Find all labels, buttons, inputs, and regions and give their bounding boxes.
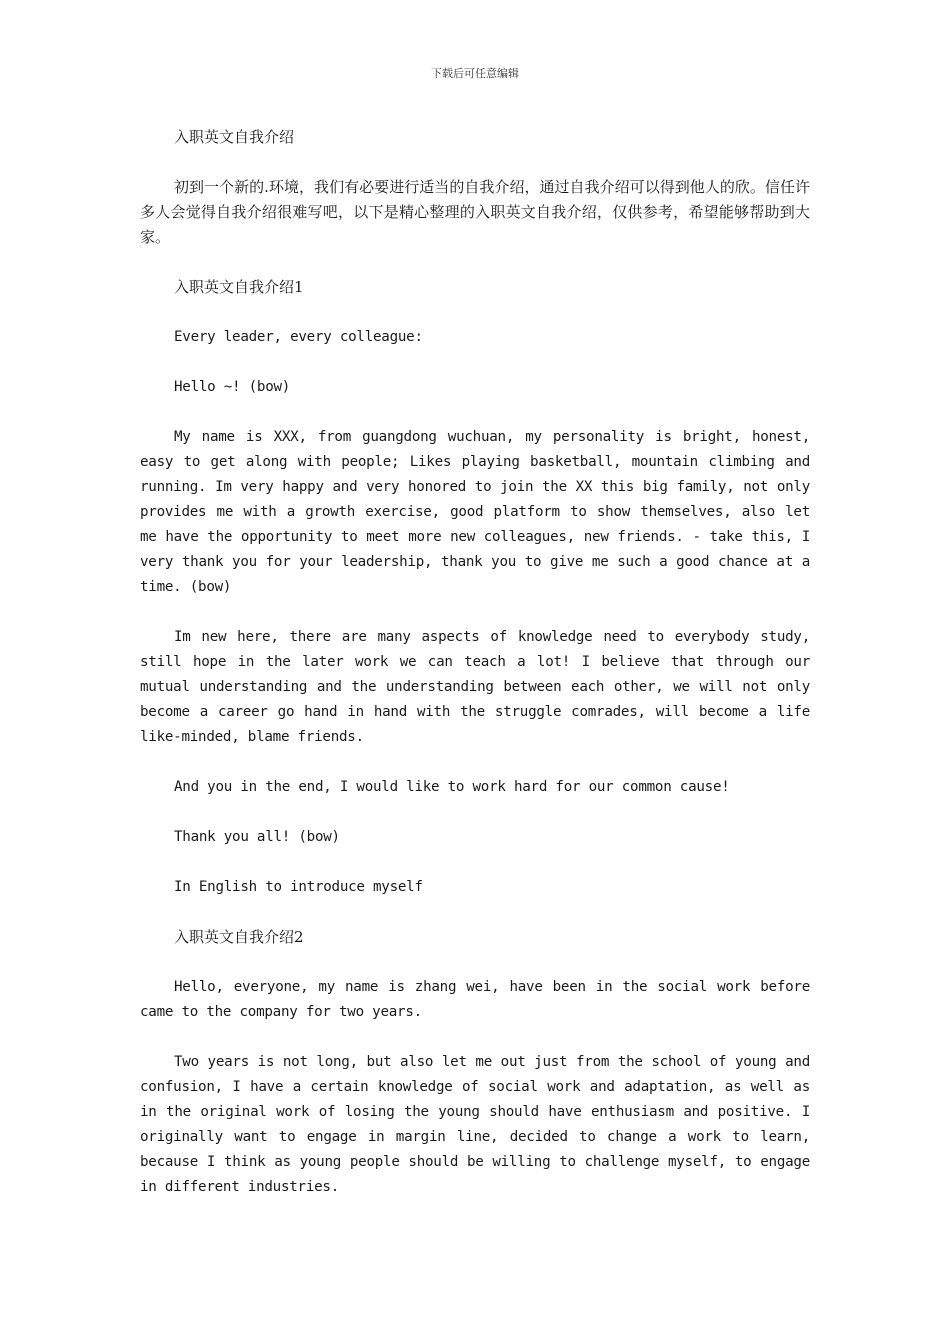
body-paragraph: My name is XXX, from guangdong wuchuan, my personality is bright, honest, easy to get along with people; Likes playing basketball, mountain climbing and running. Im very happy and very honored to join the XX this big family, not only provides me with a growth exercise, good platform to show themselves, also let me have the opportunity to meet more new colleagues, new friends. - take this, I very thank you for your leadership, thank you to give me such a good chance at a time. (bow) [140, 429, 810, 595]
hello-line: Hello ~! (bow) [174, 379, 291, 395]
thanks-line: Thank you all! (bow) [174, 829, 340, 845]
intro-paragraph: 初到一个新的.环境，我们有必要进行适当的自我介绍，通过自我介绍可以得到他人的欣。信任许多人会觉得自我介绍很难写吧，以下是精心整理的入职英文自我介绍，仅供参考，希望能够帮助到大家。 [140, 178, 810, 246]
section-1-heading: 入职英文自我介绍1 [174, 278, 304, 296]
greeting-line: Every leader, every colleague: [174, 329, 423, 345]
body-paragraph: Two years is not long, but also let me out just from the school of young and confusion, I have a certain knowledge of social work and adaptation, as well as in the original work of losing the young should have enthusiasm and positive. I originally want to engage in margin line, decided to change a work to learn, because I think as young people should be willing to challenge myself, to engage in different industries. [140, 1054, 810, 1195]
page-header: 下载后可任意编辑 [431, 67, 519, 80]
body-paragraph: And you in the end, I would like to work hard for our common cause! [174, 779, 730, 795]
body-paragraph: Hello, everyone, my name is zhang wei, have been in the social work before came to the company for two years. [140, 979, 810, 1020]
document-title: 入职英文自我介绍 [174, 128, 295, 146]
document-body [140, 125, 810, 1225]
closing-line: In English to introduce myself [174, 879, 423, 895]
section-2-heading: 入职英文自我介绍2 [174, 928, 304, 946]
body-paragraph: Im new here, there are many aspects of knowledge need to everybody study, still hope in the later work we can teach a lot! I believe that through our mutual understanding and the understanding between each other, we will not only become a career go hand in hand with the struggle comrades, will become a life like-minded, blame friends. [140, 629, 810, 745]
